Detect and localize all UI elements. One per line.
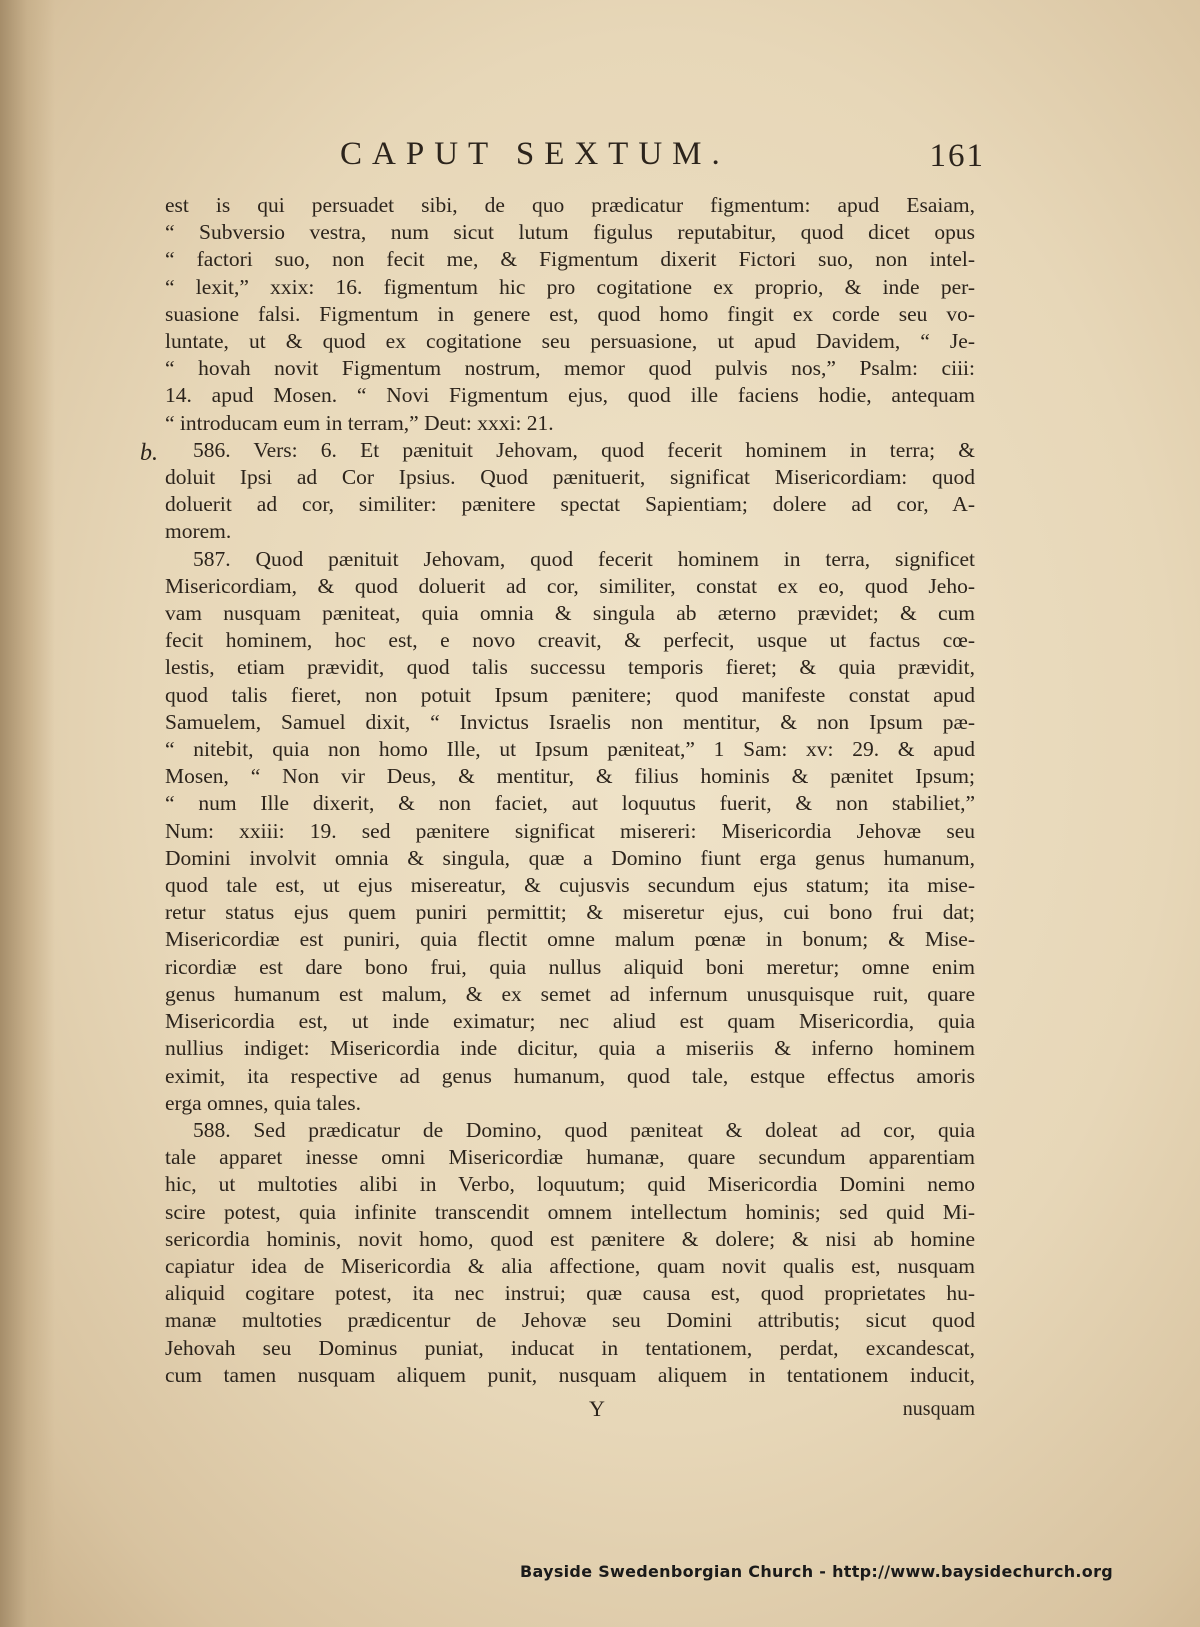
page-number: 161 (929, 138, 985, 174)
text-line: Jehovah seu Dominus puniat, inducat in tentationem, perdat, excandescat, (165, 1335, 975, 1360)
margin-note: b. (140, 440, 158, 466)
text-line: doluerit ad cor, similiter: pænitere spectat Sapientiam; dolere ad cor, A- (165, 492, 975, 517)
text-line: tale apparet inesse omni Misericordiæ humanæ, quare secundum apparentiam (165, 1145, 975, 1170)
text-line: retur status ejus quem puniri permittit; & miseretur ejus, cui bono frui dat; (165, 900, 975, 925)
text-line: capiatur idea de Misericordia & alia affectione, quam novit qualis est, nusquam (165, 1253, 975, 1278)
text-line: Misericordiam, & quod doluerit ad cor, similiter, constat ex eo, quod Jeho- (165, 573, 975, 598)
text-line: “ introducam eum in terram,” Deut: xxxi: 21. (165, 410, 554, 435)
text-line: cum tamen nusquam aliquem punit, nusquam aliquem in tentationem inducit, (165, 1362, 975, 1387)
text-line: quod tale est, ut ejus misereatur, & cujusvis secundum ejus statum; ita mise- (165, 873, 975, 898)
text-line: morem. (165, 519, 232, 544)
text-line: 586. Vers: 6. Et pænituit Jehovam, quod fecerit hominem in terra; & (193, 437, 975, 462)
text-line: Mosen, “ Non vir Deus, & mentitur, & filius hominis & pænitet Ipsum; (165, 764, 975, 789)
text-line: erga omnes, quia tales. (165, 1090, 362, 1115)
text-line: hic, ut multoties alibi in Verbo, loquutum; quid Misericordia Domini nemo (165, 1172, 975, 1197)
text-line: “ lexit,” xxix: 16. figmentum hic pro cogitatione ex proprio, & inde per- (165, 274, 975, 299)
text-line: nullius indiget: Misericordia inde dicitur, quia a miseriis & inferno hominem (165, 1036, 975, 1061)
catchword: nusquam (902, 1398, 975, 1420)
text-line: fecit hominem, hoc est, e novo creavit, & perfecit, usque ut factus cœ- (165, 628, 975, 653)
signature-mark: Y (589, 1396, 605, 1421)
text-line: Samuelem, Samuel dixit, “ Invictus Israelis non mentitur, & non Ipsum pæ- (165, 709, 975, 734)
text-line: Domini involvit omnia & singula, quæ a Domino fiunt erga genus humanum, (165, 845, 975, 870)
text-line: “ num Ille dixerit, & non faciet, aut loquutus fuerit, & non stabiliet,” (165, 791, 975, 816)
text-line: Misericordia est, ut inde eximatur; nec aliud est quam Misericordia, quia (165, 1009, 975, 1034)
text-line: lestis, etiam prævidit, quod talis successu temporis fieret; & quia prævidit, (165, 655, 975, 680)
text-line: Num: xxiii: 19. sed pænitere significat misereri: Misericordia Jehovæ seu (165, 818, 975, 843)
text-line: sericordia hominis, novit homo, quod est pænitere & dolere; & nisi ab homine (165, 1226, 975, 1251)
text-line: aliquid cogitare potest, ita nec instrui; quæ causa est, quod proprietates hu- (165, 1281, 975, 1306)
text-line: “ Subversio vestra, num sicut lutum figulus reputabitur, quod dicet opus (165, 220, 975, 245)
page-header (160, 136, 985, 180)
text-line: 14. apud Mosen. “ Novi Figmentum ejus, quod ille faciens hodie, antequam (165, 383, 975, 408)
text-line: quod talis fieret, non potuit Ipsum pænitere; quod manifeste constat apud (165, 682, 975, 707)
text-line: 588. Sed prædicatur de Domino, quod pæniteat & doleat ad cor, quia (193, 1117, 975, 1142)
text-line: “ factori suo, non fecit me, & Figmentum dixerit Fictori suo, non intel- (165, 247, 975, 272)
text-line: luntate, ut & quod ex cogitatione seu persuasione, ut apud Davidem, “ Je- (165, 329, 975, 354)
text-line: 587. Quod pænituit Jehovam, quod fecerit hominem in terra, significet (193, 546, 975, 571)
text-line: est is qui persuadet sibi, de quo prædicatur figmentum: apud Esaiam, (165, 193, 975, 217)
running-head: CAPUT SEXTUM. (340, 136, 730, 172)
text-line: ricordiæ est dare bono frui, quia nullus aliquid boni meretur; omne enim (165, 954, 975, 979)
body-text (165, 192, 975, 1389)
text-line: doluit Ipsi ad Cor Ipsius. Quod pænituerit, significat Misericordiam: quod (165, 465, 975, 490)
text-line: genus humanum est malum, & ex semet ad infernum unusquisque ruit, quare (165, 981, 975, 1006)
binding-gutter (0, 0, 55, 1627)
watermark: Bayside Swedenborgian Church - http://www.baysidechurch.org (520, 1562, 1114, 1581)
text-line: vam nusquam pæniteat, quia omnia & singula ab æterno prævidet; & cum (165, 601, 975, 626)
text-line: “ hovah novit Figmentum nostrum, memor quod pulvis nos,” Psalm: ciii: (165, 356, 975, 381)
text-line: “ nitebit, quia non homo Ille, ut Ipsum pæniteat,” 1 Sam: xv: 29. & apud (165, 737, 975, 762)
text-line: eximit, ita respective ad genus humanum, quod tale, estque effectus amoris (165, 1063, 975, 1088)
text-line: suasione falsi. Figmentum in genere est, quod homo fingit ex corde seu vo- (165, 301, 975, 326)
text-line: manæ multoties prædicentur de Jehovæ seu Domini attributis; sicut quod (165, 1308, 975, 1333)
text-line: Misericordiæ est puniri, quia flectit omne malum pœnæ in bonum; & Mise- (165, 927, 975, 952)
text-line: scire potest, quia infinite transcendit omnem intellectum hominis; sed quid Mi- (165, 1199, 975, 1224)
page-footer (165, 1396, 975, 1426)
